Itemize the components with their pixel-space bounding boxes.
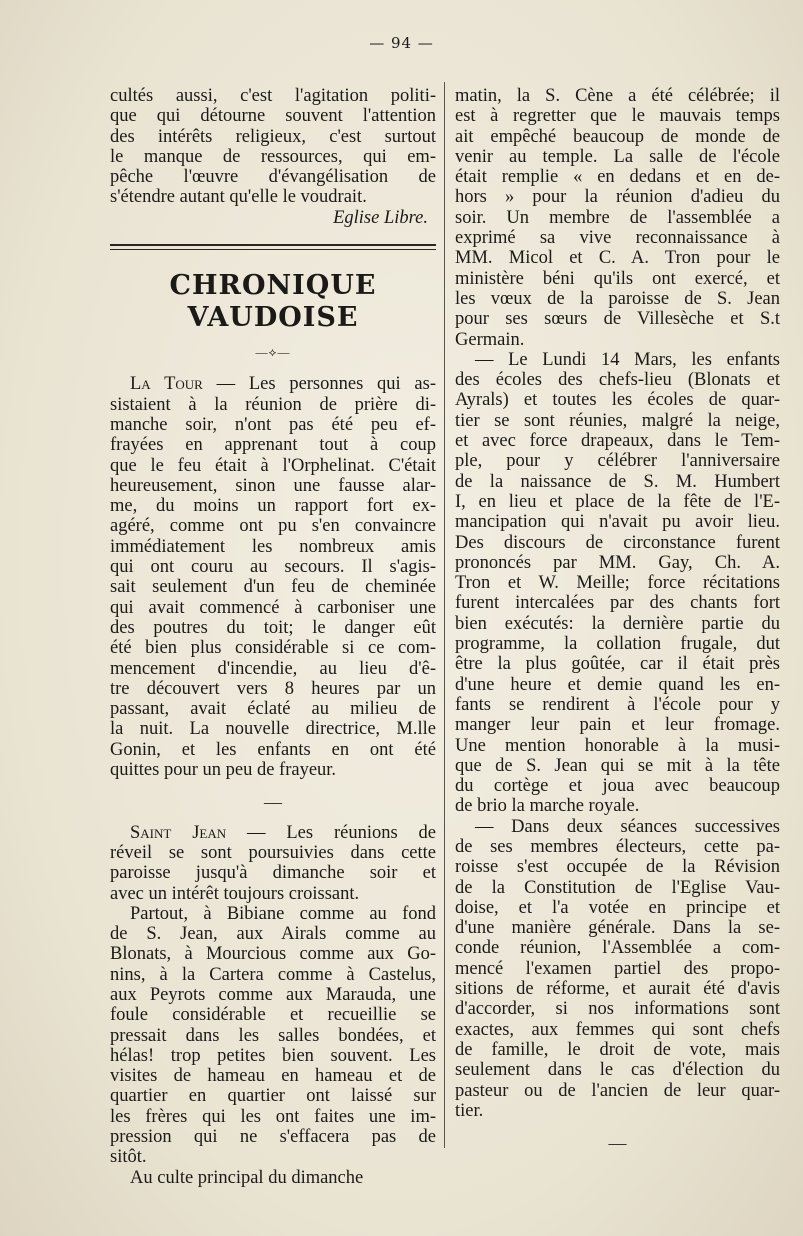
text-line: été bien plus considérable si ce com- xyxy=(110,638,436,659)
paragraph-culte-start: Au culte principal du dimanche xyxy=(130,1167,364,1188)
paragraph-partout xyxy=(110,904,436,1168)
text-line: mancipation qui n'avait pu avoir lieu. xyxy=(455,512,780,533)
text-line: sistaient à la réunion de prière di- xyxy=(110,394,436,415)
section-title: CHRONIQUE VAUDOISE xyxy=(169,270,377,334)
paragraph-first-line xyxy=(110,823,436,843)
text-line: prononcés par MM. Gay, Ch. A. xyxy=(455,552,780,573)
text-line: ait empêché beaucoup de monde de xyxy=(455,126,780,147)
text-line: sitôt. xyxy=(110,1147,147,1168)
text-line: Partout, à Bibiane comme au fond xyxy=(130,903,436,924)
text-line: et avec force drapeaux, dans le Tem- xyxy=(455,431,780,452)
text-line: Une mention honorable à la musi- xyxy=(455,735,780,756)
paragraph-lundi xyxy=(455,350,780,817)
text-line: immédiatement les nombreux amis xyxy=(110,536,436,557)
text-line: Des discours de circonstance furent xyxy=(455,532,780,553)
text-line: des intérêts religieux, c'est surtout xyxy=(110,126,436,147)
text-line: programme, la collation frugale, dut xyxy=(455,634,780,655)
text-line: le manque de ressources, qui em- xyxy=(110,146,436,167)
first-line-text: — Les personnes qui as- xyxy=(202,374,437,395)
text-line: furent intercalées par des chants fort xyxy=(455,593,780,614)
text-line: Tron et W. Meille; force récitations xyxy=(455,573,780,594)
text-line: passant, avait éclaté au milieu de xyxy=(110,699,436,720)
text-line: venir au temple. La salle de l'école xyxy=(455,146,780,167)
text-line: exprimé sa vive reconnaissance à xyxy=(455,228,780,249)
text-line: pression qui ne s'effacera pas de xyxy=(110,1127,436,1148)
text-line: d'une heure et demie quand les en- xyxy=(455,674,780,695)
text-line: les frères qui les ont faites une im- xyxy=(110,1106,436,1127)
text-line: que qui détourne souvent l'attention xyxy=(110,106,436,127)
text-line: me, du moins un rapport fort ex- xyxy=(110,496,436,517)
source-attribution: Eglise Libre. xyxy=(333,207,428,228)
text-line: fants se rendirent à l'école pour y xyxy=(455,694,780,715)
text-line: pressait dans les salles bondées, et xyxy=(110,1025,436,1046)
text-line: de famille, le droit de vote, mais xyxy=(455,1039,780,1060)
text-line: exactes, aux femmes qui sont chefs xyxy=(455,1019,780,1040)
paragraph-saint-jean xyxy=(110,823,436,904)
text-line: roisse s'est occupée de la Révision xyxy=(455,857,780,878)
text-line: ministère béni qu'ils ont exercé, et xyxy=(455,268,780,289)
text-line: les vœux de la paroisse de S. Jean xyxy=(455,288,780,309)
text-line: MM. Micol et C. A. Tron pour le xyxy=(455,248,780,269)
text-line: conde réunion, l'Assemblée a com- xyxy=(455,938,780,959)
text-line: heureusement, sinon une fausse alar- xyxy=(110,475,436,496)
text-line: mencé l'examen partiel des propo- xyxy=(455,958,780,979)
text-line: que le feu était à l'Orphelinat. C'était xyxy=(110,455,436,476)
right-column xyxy=(455,86,780,1163)
text-line: pasteur ou de l'ancien de leur quar- xyxy=(455,1080,780,1101)
text-line: — Dans deux séances successives xyxy=(475,816,780,837)
text-line: visites de hameau en hameau et de xyxy=(110,1066,436,1087)
text-line: paroisse jusqu'à dimanche soir et xyxy=(110,863,436,884)
text-line: frayées en apprenant tout à coup xyxy=(110,435,436,456)
continued-text xyxy=(110,86,436,208)
text-line: sait seulement d'un feu de cheminée xyxy=(110,577,436,598)
text-line: hors » pour la réunion d'adieu du xyxy=(455,187,780,208)
text-line: d'accorder, si nos informations sont xyxy=(455,999,780,1020)
text-line: Gonin, et les enfants en ont été xyxy=(110,739,436,760)
text-line: de la Constitution de l'Eglise Vau- xyxy=(455,877,780,898)
paragraph-first-line xyxy=(110,374,436,394)
text-line: ple, pour y célébrer l'anniversaire xyxy=(455,451,780,472)
text-line: du cortège et joua avec beaucoup xyxy=(455,776,780,797)
text-line: tier. xyxy=(455,1100,484,1121)
first-line-text: — Les réunions de xyxy=(226,822,436,843)
separator-dash: — xyxy=(608,1133,627,1154)
text-line: être la plus goûtée, car il était près xyxy=(455,654,780,675)
text-line: d'une manière générale. Dans la se- xyxy=(455,918,780,939)
text-line: Ayrals) et toutes les écoles de quar- xyxy=(455,390,780,411)
text-line: réveil se sont poursuivies dans cette xyxy=(110,842,436,863)
text-line: la nuit. La nouvelle directrice, M.lle xyxy=(110,719,436,740)
left-column xyxy=(110,86,436,1188)
text-line: pêche l'œuvre d'évangélisation de xyxy=(110,167,436,188)
text-line: quittes pour un peu de frayeur. xyxy=(110,760,337,781)
text-line: de la naissance de S. M. Humbert xyxy=(455,471,780,492)
text-line: Blonats, à Mourcious comme aux Go- xyxy=(110,944,436,965)
text-line: I, en lieu et place de la fête de l'E- xyxy=(455,491,780,512)
text-line: de ses membres électeurs, cette pa- xyxy=(455,836,780,857)
text-line: nins, à la Cartera comme à Castelus, xyxy=(110,964,436,985)
separator-dash: — xyxy=(264,792,282,813)
text-line: sitions de réforme, et aurait été d'avis xyxy=(455,979,780,1000)
text-line: foule considérable et recueillie se xyxy=(110,1005,436,1026)
text-line: que de S. Jean qui se mit à la tête xyxy=(455,755,780,776)
text-line: de brio la marche royale. xyxy=(455,796,640,817)
text-line: manche soir, n'ont pas été peu ef- xyxy=(110,414,436,435)
text-line: mencement d'incendie, au lieu d'ê- xyxy=(110,658,436,679)
paragraph-matin xyxy=(455,86,780,350)
text-line: seulement dans le cas d'élection du xyxy=(455,1060,780,1081)
text-line: pour ses sœurs de Villesèche et S.t xyxy=(455,309,780,330)
paragraph-revision xyxy=(455,817,780,1121)
text-line: tier se sont réunies, malgré la neige, xyxy=(455,410,780,431)
text-line: cultés aussi, c'est l'agitation politi- xyxy=(110,86,436,106)
text-line: des poutres du toit; le danger eût xyxy=(110,617,436,638)
text-line: est à regretter que le mauvais temps xyxy=(455,106,780,127)
place-heading-saint-jean: Saint Jean xyxy=(130,822,227,843)
text-line: soir. Un membre de l'assemblée a xyxy=(455,207,780,228)
text-line: Germain. xyxy=(455,329,525,350)
text-line: quartier en quartier ont laissé sur xyxy=(110,1086,436,1107)
place-heading-la-tour: La Tour xyxy=(130,374,203,395)
text-line: avec un intérêt toujours croissant. xyxy=(110,883,360,904)
section-rule xyxy=(110,244,436,250)
text-line: tre découvert vers 8 heures par un xyxy=(110,678,436,699)
text-line: matin, la S. Cène a été célébrée; il xyxy=(455,86,780,106)
text-line: aux Peyrots comme aux Marauda, une xyxy=(110,984,436,1005)
paragraph-la-tour xyxy=(110,374,436,780)
text-line: manger leur pain et leur fromage. xyxy=(455,715,780,736)
text-line: s'étendre autant qu'elle le voudrait. xyxy=(110,187,367,208)
text-line: agéré, comme ont pu s'en convaincre xyxy=(110,516,436,537)
ornament: —⟡— xyxy=(255,345,291,360)
text-line: qui avait commencé à carboniser une xyxy=(110,597,436,618)
text-line: de S. Jean, aux Airals comme au xyxy=(110,924,436,945)
text-line: hélas! trop petites bien souvent. Les xyxy=(110,1045,436,1066)
text-line: doise, et l'a votée en principe et xyxy=(455,897,780,918)
text-line: — Le Lundi 14 Mars, les enfants xyxy=(475,349,780,370)
column-divider xyxy=(444,82,445,1148)
text-line: qui ont couru au secours. Il s'agis- xyxy=(110,557,436,578)
text-line: bien exécutés: la dernière partie du xyxy=(455,613,780,634)
text-line: était remplie « en dedans et en de- xyxy=(455,167,780,188)
text-line: des écoles des chefs-lieu (Blonats et xyxy=(455,370,780,391)
page-number: — 94 — xyxy=(369,34,434,52)
